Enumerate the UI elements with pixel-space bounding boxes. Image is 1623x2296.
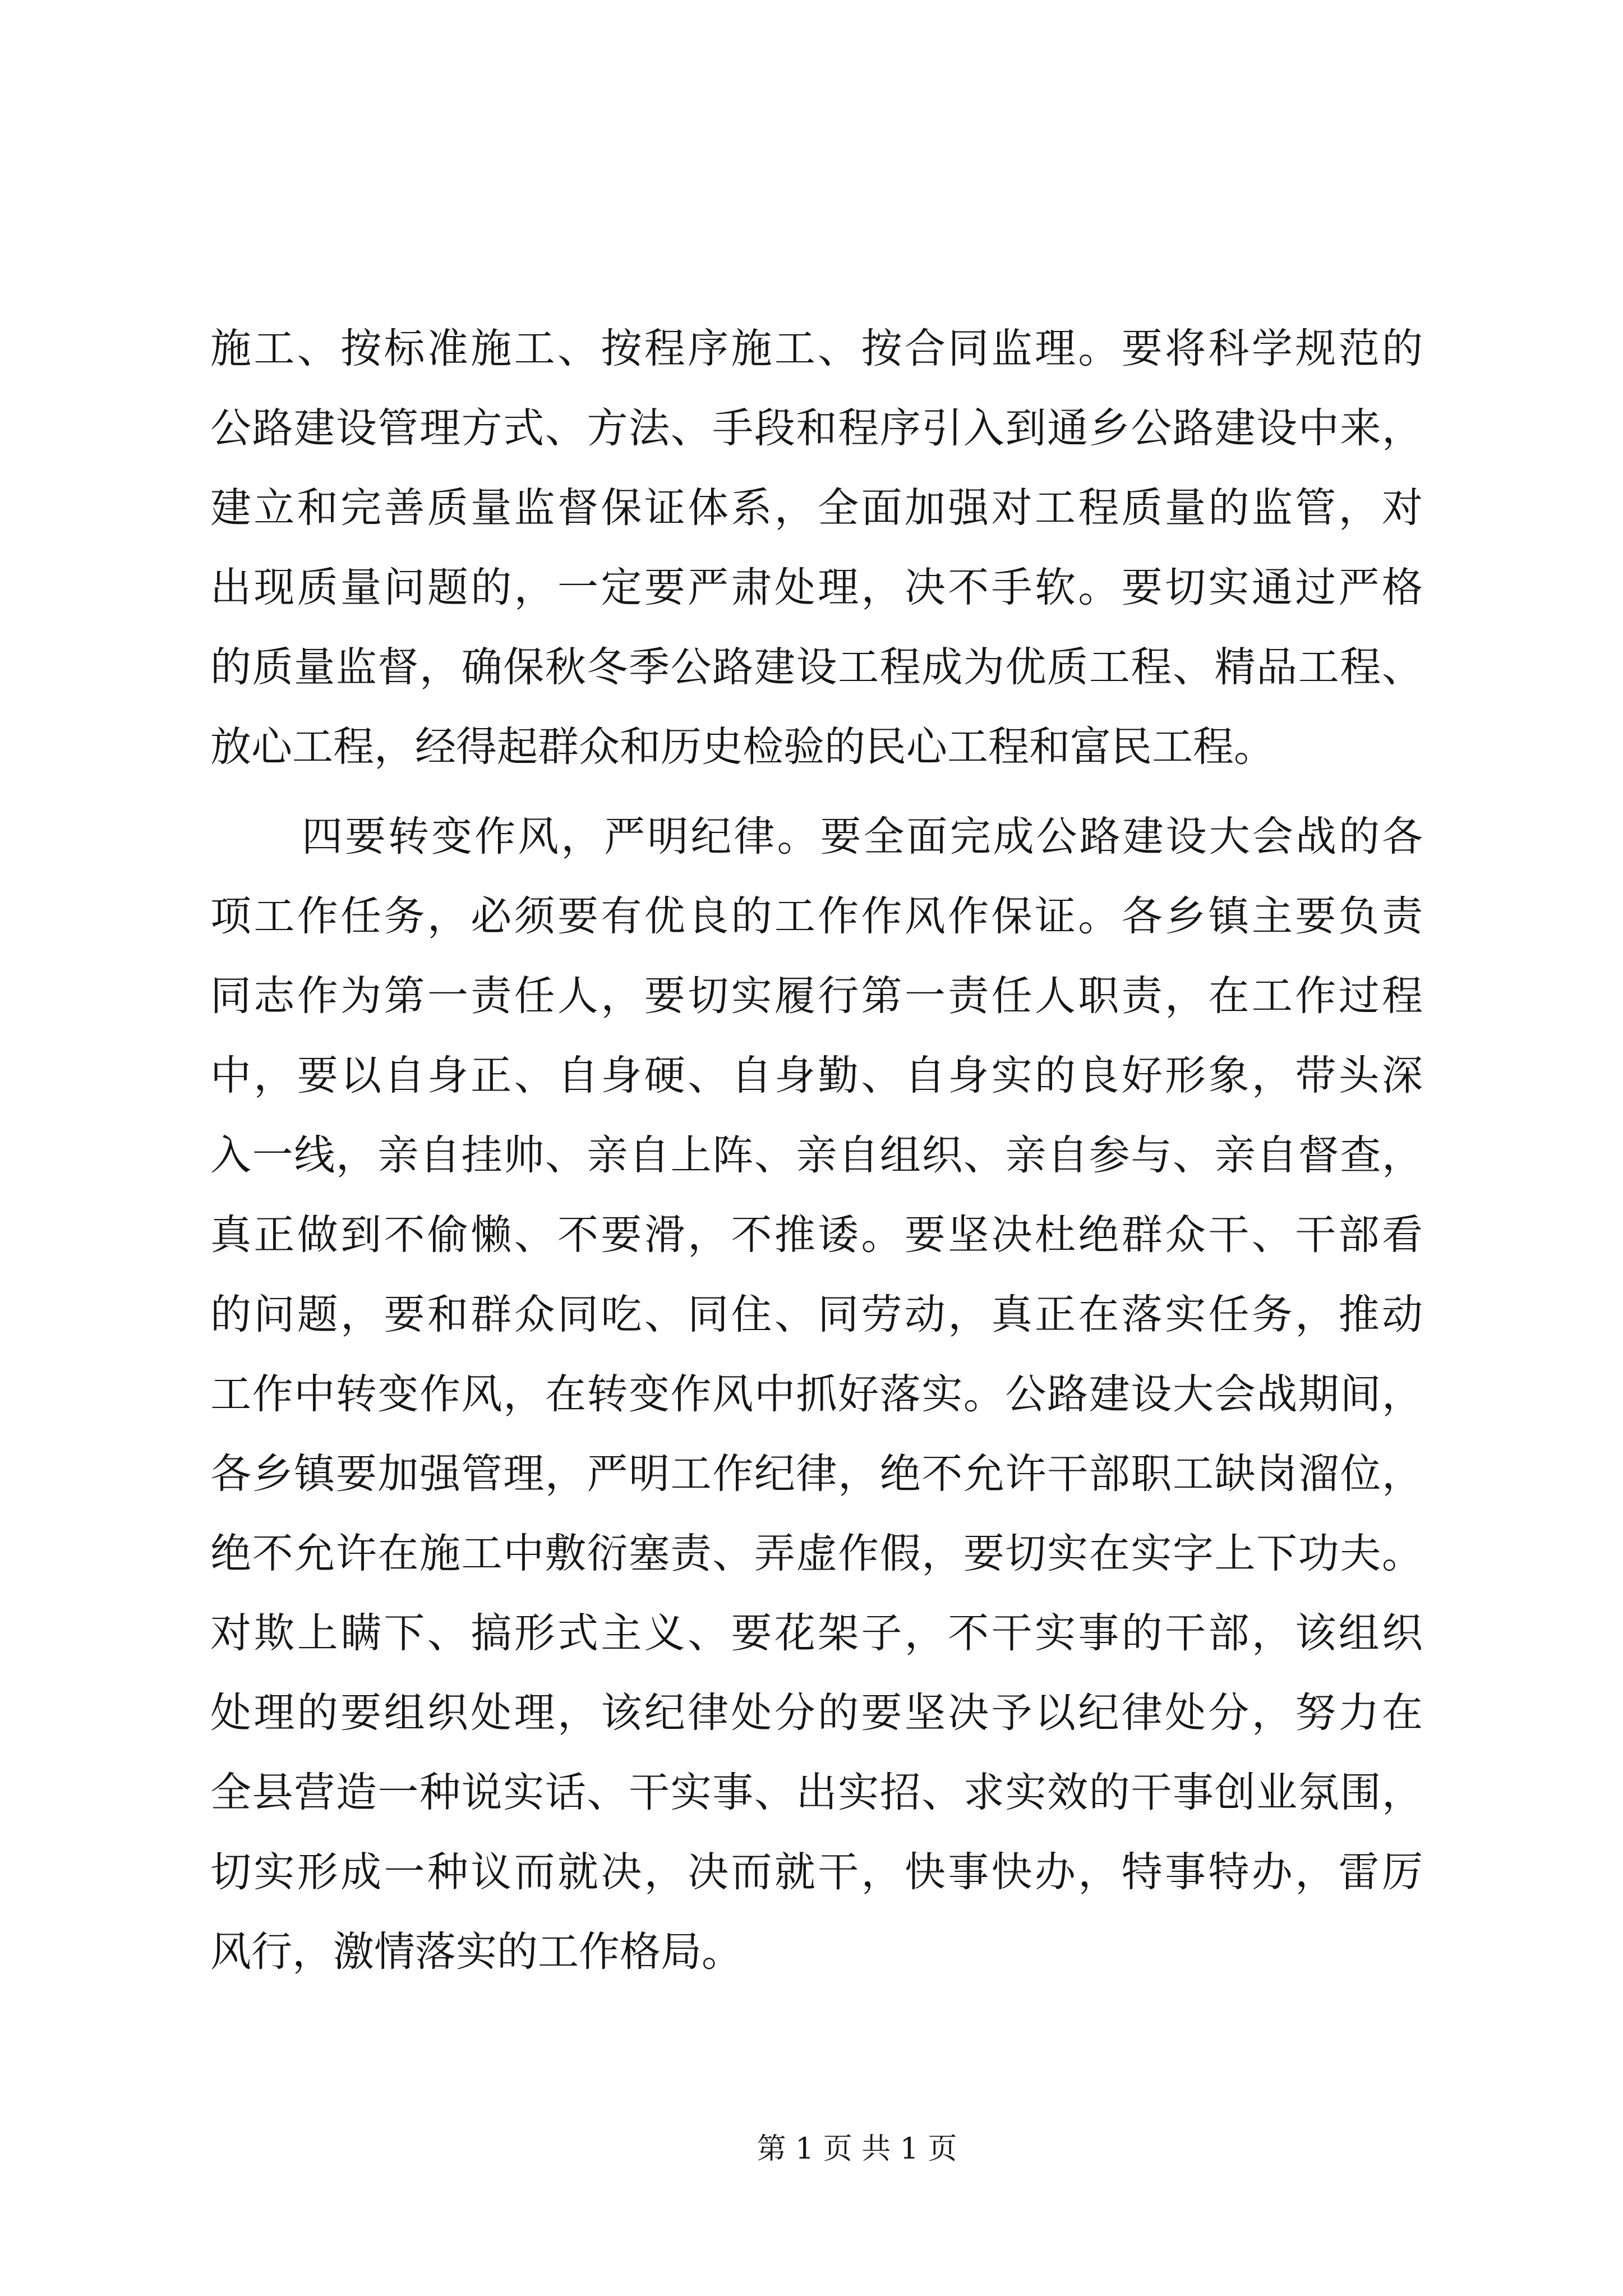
page-footer: 第 1 页 共 1 页 [757,2132,957,2166]
text-line: 出现质量问题的，一定要严肃处理，决不手软。要切实通过严格 [210,564,1423,611]
text-line: 的问题，要和群众同吃、同住、同劳动，真正在落实任务，推动 [210,1291,1423,1338]
body-text [210,309,1423,1992]
text-line: 绝不允许在施工中敷衍塞责、弄虚作假，要切实在实字上下功夫。 [210,1530,1423,1577]
text-line: 施工、按标准施工、按程序施工、按合同监理。要将科学规范的 [210,325,1423,372]
text-line: 的质量监督，确保秋冬季公路建设工程成为优质工程、精品工程、 [210,643,1423,691]
text-line: 公路建设管理方式、方法、手段和程序引入到通乡公路建设中来， [210,404,1423,452]
text-line: 同志作为第一责任人，要切实履行第一责任人职责，在工作过程 [210,972,1423,1020]
paragraph-2 [210,797,1423,1992]
text-line: 工作中转变作风，在转变作风中抓好落实。公路建设大会战期间， [210,1370,1423,1418]
text-line: 四要转变作风，严明纪律。要全面完成公路建设大会战的各 [302,813,1423,861]
text-line: 对欺上瞒下、搞形式主义、要花架子，不干实事的干部，该组织 [210,1609,1423,1657]
paragraph-1 [210,309,1423,787]
text-line: 风行，激情落实的工作格局。 [210,1928,743,1976]
text-line: 建立和完善质量监督保证体系，全面加强对工程质量的监管，对 [210,484,1423,532]
text-line: 入一线，亲自挂帅、亲自上阵、亲自组织、亲自参与、亲自督查， [210,1131,1423,1179]
text-line: 各乡镇要加强管理，严明工作纪律，绝不允许干部职工缺岗溜位， [210,1450,1423,1498]
text-line: 处理的要组织处理，该纪律处分的要坚决予以纪律处分，努力在 [210,1689,1423,1737]
text-line: 切实形成一种议而就决，决而就干，快事快办，特事特办，雷厉 [210,1848,1423,1896]
text-line: 项工作任务，必须要有优良的工作作风作保证。各乡镇主要负责 [210,892,1423,940]
text-line: 真正做到不偷懒、不要滑，不推诿。要坚决杜绝群众干、干部看 [210,1211,1423,1259]
text-line: 全县营造一种说实话、干实事、出实招、求实效的干事创业氛围， [210,1769,1423,1816]
text-line: 放心工程，经得起群众和历史检验的民心工程和富民工程。 [210,723,1275,771]
text-line: 中，要以自身正、自身硬、自身勤、自身实的良好形象，带头深 [210,1052,1423,1099]
